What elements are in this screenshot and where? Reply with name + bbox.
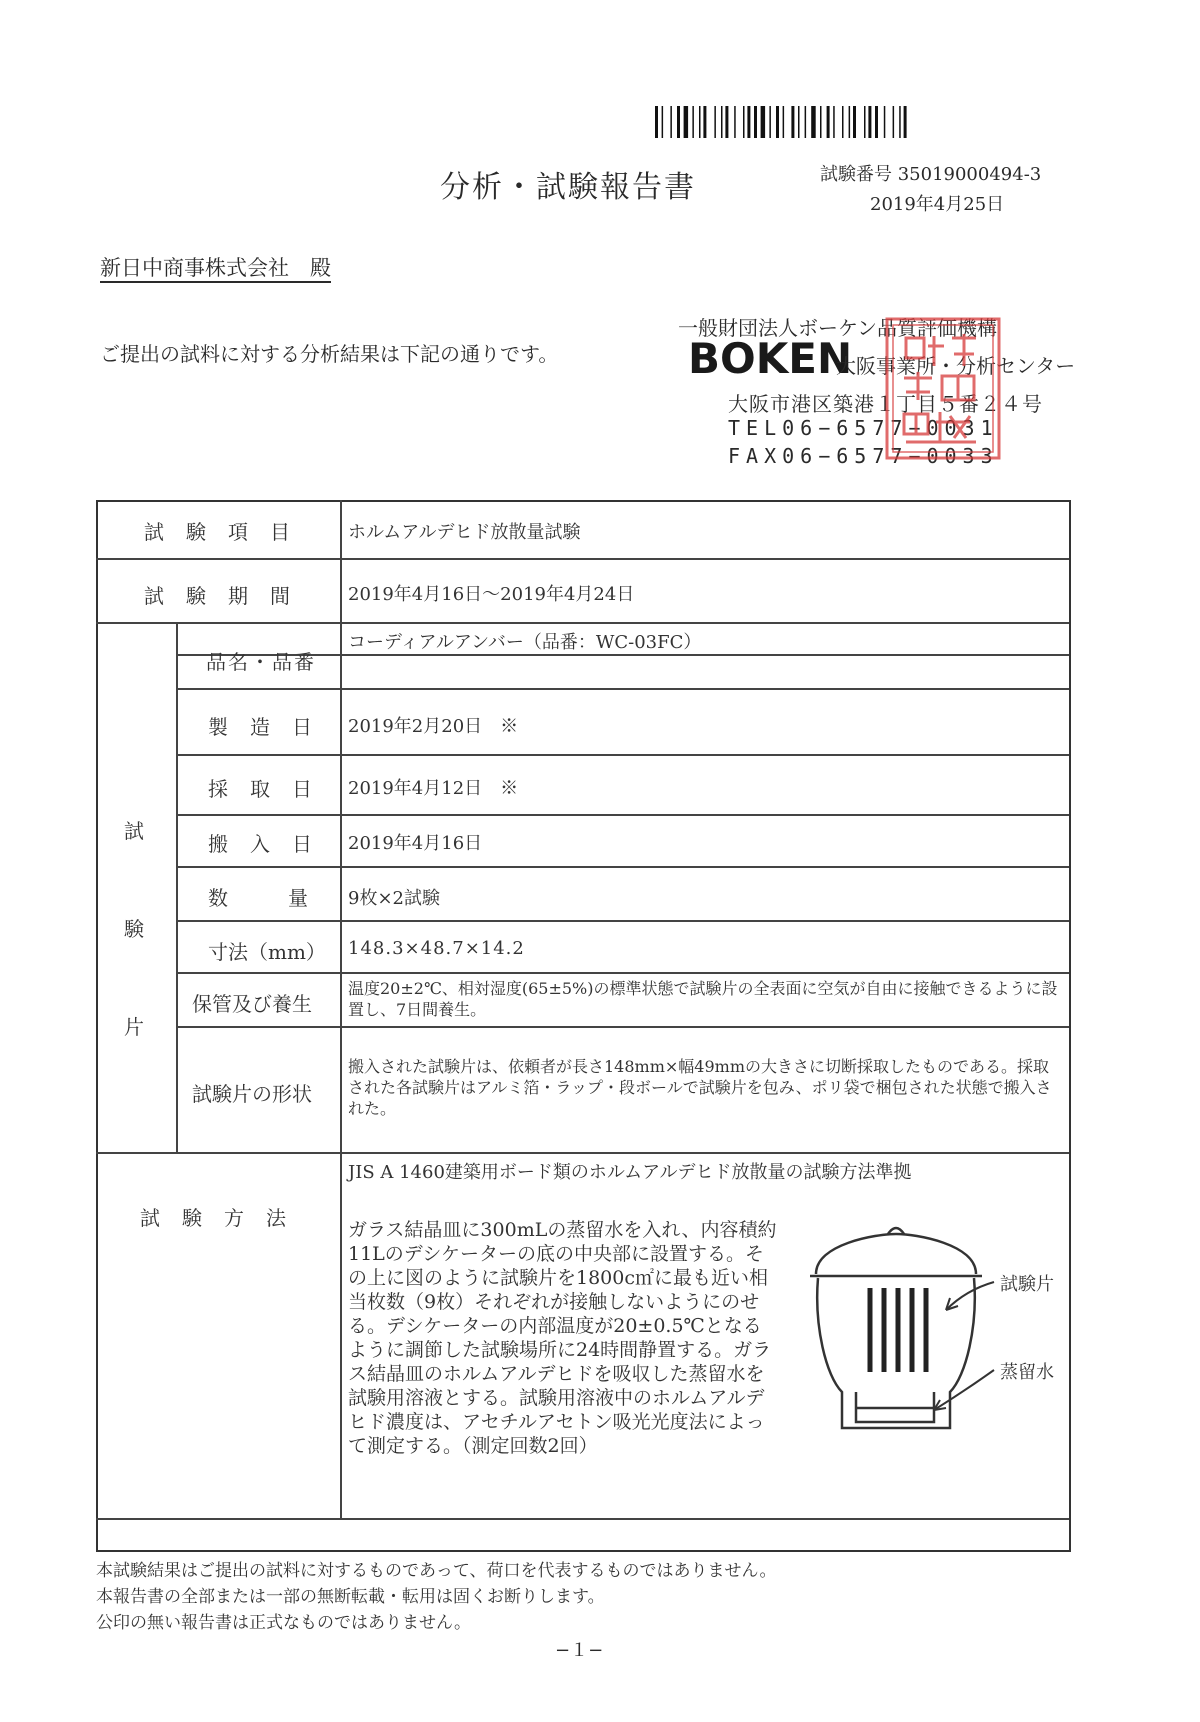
specimen-dimensions-label: 寸法（mm） bbox=[208, 940, 326, 964]
barcode-bar bbox=[734, 106, 736, 138]
company-seal-stamp bbox=[884, 316, 1002, 461]
barcode-bar bbox=[769, 106, 771, 138]
barcode-bar bbox=[754, 106, 757, 138]
specimen-shape-value: 搬入された試験片は、依頼者が長さ148mm×幅49mmの大きさに切断採取したものである。採取された各試験片はアルミ箔・ラップ・段ボールで試験片を包み、ポリ袋で梱包された状態で搬入された。 bbox=[348, 1057, 1052, 1118]
specimen-delivery-date-value: 2019年4月16日 bbox=[348, 833, 483, 854]
test-number: 試験番号 35019000494-3 bbox=[820, 164, 1042, 185]
barcode-bar bbox=[747, 106, 750, 138]
test-period-value: 2019年4月16日～2019年4月24日 bbox=[348, 584, 635, 605]
barcode-bar bbox=[776, 106, 779, 138]
specimen-product-value: コーディアルアンバー（品番：WC-03FC） bbox=[348, 632, 702, 653]
barcode-bar bbox=[692, 106, 694, 138]
footer-note-2: 本報告書の全部または一部の無断転載・転用は固くお断りします。 bbox=[96, 1587, 605, 1607]
issuer-org-name: 一般財団法人ボーケン品質評価機構 bbox=[678, 316, 997, 340]
barcode-bar bbox=[811, 106, 816, 138]
barcode-bar bbox=[875, 106, 878, 138]
barcode-bar bbox=[820, 106, 822, 138]
report-table bbox=[96, 500, 1071, 1552]
barcode-bar bbox=[868, 106, 871, 138]
specimen-dimensions-value: 148.3×48.7×14.2 bbox=[348, 938, 525, 959]
specimen-manufacture-date-value: 2019年2月20日 ※ bbox=[348, 716, 519, 737]
barcode-bar bbox=[893, 106, 895, 138]
recipient: 新日中商事株式会社 殿 bbox=[100, 256, 331, 280]
page-number: −１− bbox=[555, 1640, 604, 1661]
specimen-delivery-date-label: 搬入日 bbox=[208, 832, 334, 856]
barcode-bar bbox=[899, 106, 901, 138]
barcode-bar bbox=[798, 106, 800, 138]
barcode-bar bbox=[805, 106, 807, 138]
intro-text: ご提出の試料に対する分析結果は下記の通りです。 bbox=[100, 342, 559, 366]
specimen-shape-label: 試験片の形状 bbox=[192, 1082, 312, 1106]
test-method-standard: JIS A 1460建築用ボード類のホルムアルデヒド放散量の試験方法準拠 bbox=[348, 1162, 912, 1183]
specimen-conditioning-label: 保管及び養生 bbox=[192, 992, 312, 1016]
barcode-bar bbox=[684, 106, 689, 138]
document-title: 分析・試験報告書 bbox=[440, 170, 696, 205]
barcode-bar bbox=[827, 106, 830, 138]
test-item-value: ホルムアルデヒド放散量試験 bbox=[348, 522, 581, 543]
issuer-fax: FAX06−6577−0033 bbox=[728, 444, 999, 468]
specimen-quantity-label: 数量 bbox=[208, 886, 368, 910]
barcode-bar bbox=[904, 106, 907, 138]
barcode-bar bbox=[849, 106, 851, 138]
footer-note-1: 本試験結果はご提出の試料に対するものであって、荷口を代表するものではありません。 bbox=[96, 1561, 777, 1581]
barcode-bar bbox=[884, 106, 886, 138]
barcode-bar bbox=[662, 106, 664, 138]
barcode-bar bbox=[743, 106, 745, 138]
issuer-center: 大阪事業所・分析センター bbox=[836, 354, 1076, 378]
barcode-bar bbox=[761, 106, 766, 138]
barcode-bar bbox=[725, 106, 728, 138]
barcode-bar bbox=[714, 106, 716, 138]
barcode-bar bbox=[699, 106, 701, 138]
barcode-bar bbox=[703, 106, 706, 138]
barcode-bar bbox=[670, 106, 672, 138]
diagram-label-water: 蒸留水 bbox=[1000, 1362, 1054, 1383]
specimen-quantity-value: 9枚×2試験 bbox=[348, 888, 440, 909]
barcode-bar bbox=[791, 106, 794, 138]
specimen-product-label: 品名・品番 bbox=[206, 650, 316, 674]
test-item-label: 試験項目 bbox=[144, 520, 312, 544]
test-method-description: ガラス結晶皿に300mLの蒸留水を入れ、内容積約11Lのデシケーターの底の中央部に設置する。その上に図のように試験片を1800c㎡に最も近い相当枚数（9枚）それぞれが接触しないようにのせる。デシケーターの内部温度が20±0.5℃となるように調節した試験場所に24時間静置する。ガラス結晶皿のホルムアルデヒドを吸収した蒸留水を試験用溶液とする。試験用溶液中のホルムアルデヒド濃度は、アセチルアセトン吸光光度法によって測定する。（測定回数2回） bbox=[348, 1219, 777, 1457]
test-method-label: 試験方法 bbox=[140, 1206, 308, 1230]
barcode-bar bbox=[721, 106, 723, 138]
barcode-bar bbox=[864, 106, 866, 138]
barcode-bar bbox=[783, 106, 785, 138]
issuer-address: 大阪市港区築港１丁目５番２４号 bbox=[728, 392, 1043, 416]
test-period-label: 試験期間 bbox=[144, 584, 312, 608]
barcode-bar bbox=[655, 106, 658, 138]
barcode-bar bbox=[853, 106, 856, 138]
specimen-group-label: 試験片 bbox=[124, 819, 144, 1039]
specimen-sampling-date-value: 2019年4月12日 ※ bbox=[348, 778, 519, 799]
barcode-bar bbox=[677, 106, 680, 138]
specimen-manufacture-date-label: 製造日 bbox=[208, 715, 334, 739]
diagram-label-specimen: 試験片 bbox=[1000, 1274, 1054, 1295]
barcode-bar bbox=[833, 106, 835, 138]
barcode-bar bbox=[842, 106, 844, 138]
barcode bbox=[655, 106, 965, 138]
specimen-conditioning-value: 温度20±2℃、相対湿度(65±5%)の標準状態で試験片の全表面に空気が自由に接触できるように設置し、7日間養生。 bbox=[348, 979, 1058, 1019]
specimen-sampling-date-label: 採取日 bbox=[208, 777, 334, 801]
report-date: 2019年4月25日 bbox=[870, 194, 1005, 215]
issuer-tel: TEL06−6577−0031 bbox=[728, 416, 999, 440]
diagram-arrows bbox=[926, 1260, 996, 1440]
footer-note-3: 公印の無い報告書は正式なものではありません。 bbox=[96, 1613, 472, 1633]
boken-logo: BOKEN bbox=[688, 334, 853, 383]
